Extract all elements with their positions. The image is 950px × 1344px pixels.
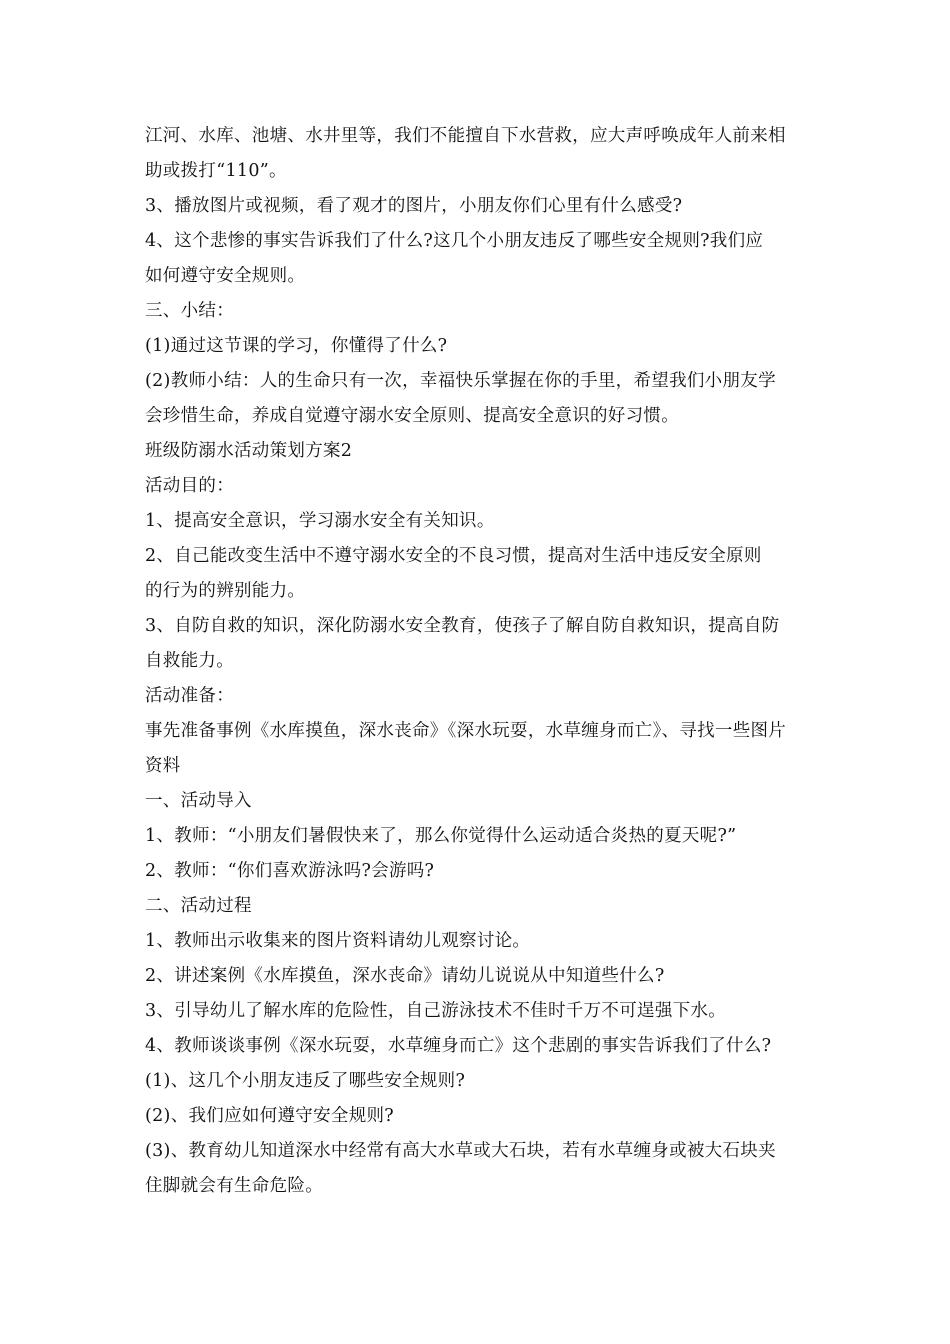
text-line: 自救能力。 <box>145 651 234 671</box>
section-heading: 二、活动过程 <box>145 896 252 916</box>
text-line: (1)、这几个小朋友违反了哪些安全规则? <box>145 1071 466 1091</box>
text-line: 住脚就会有生命危险。 <box>145 1176 323 1196</box>
section-heading: 三、小结： <box>145 301 234 321</box>
document-body <box>145 119 815 1204</box>
text-line: 2、教师：“你们喜欢游泳吗?会游吗? <box>145 861 435 881</box>
text-line: 3、播放图片或视频，看了观才的图片，小朋友你们心里有什么感受? <box>145 196 683 216</box>
text-line: 1、提高安全意识，学习溺水安全有关知识。 <box>145 511 495 531</box>
text-line: 1、教师：“小朋友们暑假快来了，那么你觉得什么运动适合炎热的夏天呢?” <box>145 826 737 846</box>
text-line: 的行为的辨别能力。 <box>145 581 306 601</box>
text-line: 事先准备事例《水库摸鱼，深水丧命》《深水玩耍，水草缠身而亡》、寻找一些图片 <box>145 721 787 741</box>
text-line: (1)通过这节课的学习，你懂得了什么? <box>145 336 448 356</box>
text-line: 1、教师出示收集来的图片资料请幼儿观察讨论。 <box>145 931 531 951</box>
section-heading: 一、活动导入 <box>145 791 252 811</box>
text-line: 江河、水库、池塘、水井里等，我们不能擅自下水营救，应大声呼唤成年人前来相 <box>145 126 786 146</box>
text-line: 4、这个悲惨的事实告诉我们了什么?这几个小朋友违反了哪些安全规则?我们应 <box>145 231 764 251</box>
text-line: (2)、我们应如何遵守安全规则? <box>145 1106 394 1126</box>
section-heading: 活动目的： <box>145 476 234 496</box>
document-title: 班级防溺水活动策划方案2 <box>145 441 353 461</box>
text-line: (2)教师小结：人的生命只有一次，幸福快乐掌握在你的手里，希望我们小朋友学 <box>145 371 776 391</box>
text-line: 4、教师谈谈事例《深水玩耍，水草缠身而亡》这个悲剧的事实告诉我们了什么? <box>145 1036 772 1056</box>
text-line: 如何遵守安全规则。 <box>145 266 306 286</box>
section-heading: 活动准备： <box>145 686 234 706</box>
text-line: 资料 <box>145 756 181 776</box>
text-line: 会珍惜生命，养成自觉遵守溺水安全原则、提高安全意识的好习惯。 <box>145 406 679 426</box>
text-line: 助或拨打“110”。 <box>145 161 287 181</box>
text-line: 2、讲述案例《水库摸鱼，深水丧命》请幼儿说说从中知道些什么? <box>145 966 665 986</box>
text-line: 2、自己能改变生活中不遵守溺水安全的不良习惯，提高对生活中违反安全原则 <box>145 546 762 566</box>
text-line: (3)、教育幼儿知道深水中经常有高大水草或大石块，若有水草缠身或被大石块夹 <box>145 1141 776 1161</box>
text-line: 3、引导幼儿了解水库的危险性，自己游泳技术不佳时千万不可逞强下水。 <box>145 1001 727 1021</box>
text-line: 3、自防自救的知识，深化防溺水安全教育，使孩子了解自防自救知识，提高自防 <box>145 616 780 636</box>
